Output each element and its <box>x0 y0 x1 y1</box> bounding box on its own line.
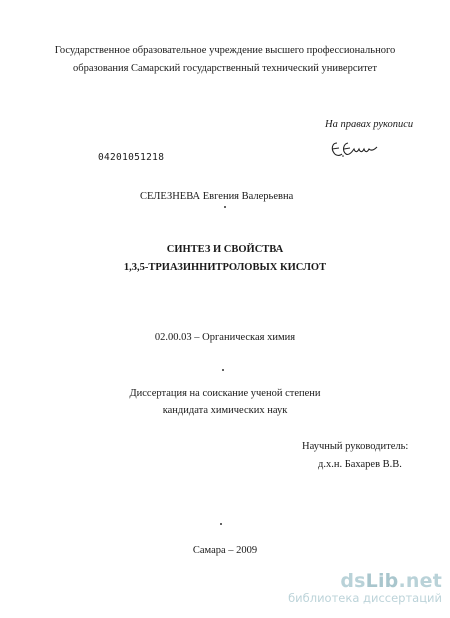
institution-line-2: образования Самарский государственный технический университет <box>73 63 377 74</box>
supervisor-name: д.х.н. Бахарев В.В. <box>318 459 402 470</box>
watermark-brand-ds: ds <box>340 570 366 592</box>
watermark-brand-lib: Lib <box>365 570 399 592</box>
institution-line-1: Государственное образовательное учреждение высшего профессионального <box>54 45 396 56</box>
scan-speck <box>222 369 224 371</box>
scan-speck <box>224 206 226 208</box>
scan-speck <box>220 523 222 525</box>
watermark-tagline: библиотека диссертаций <box>288 591 442 605</box>
dslib-watermark <box>288 571 442 605</box>
handwritten-signature <box>328 135 380 163</box>
degree-line-1: Диссертация на соискание ученой степени <box>129 388 321 399</box>
city-year: Самара – 2009 <box>192 545 258 556</box>
specialty-code: 02.00.03 – Органическая химия <box>154 332 296 343</box>
watermark-brand <box>288 571 442 591</box>
title-line-1: СИНТЕЗ И СВОЙСТВА <box>166 244 284 255</box>
supervisor-label: Научный руководитель: <box>302 441 409 452</box>
title-line-2: 1,3,5-ТРИАЗИННИТРОЛОВЫХ КИСЛОТ <box>123 262 327 273</box>
watermark-brand-net: .net <box>398 570 442 592</box>
degree-line-2: кандидата химических наук <box>162 405 288 416</box>
catalog-number: 04201051218 <box>98 152 165 163</box>
rights-note: На правах рукописи <box>325 119 414 130</box>
author-name: СЕЛЕЗНЕВА Евгения Валерьевна <box>140 191 294 202</box>
